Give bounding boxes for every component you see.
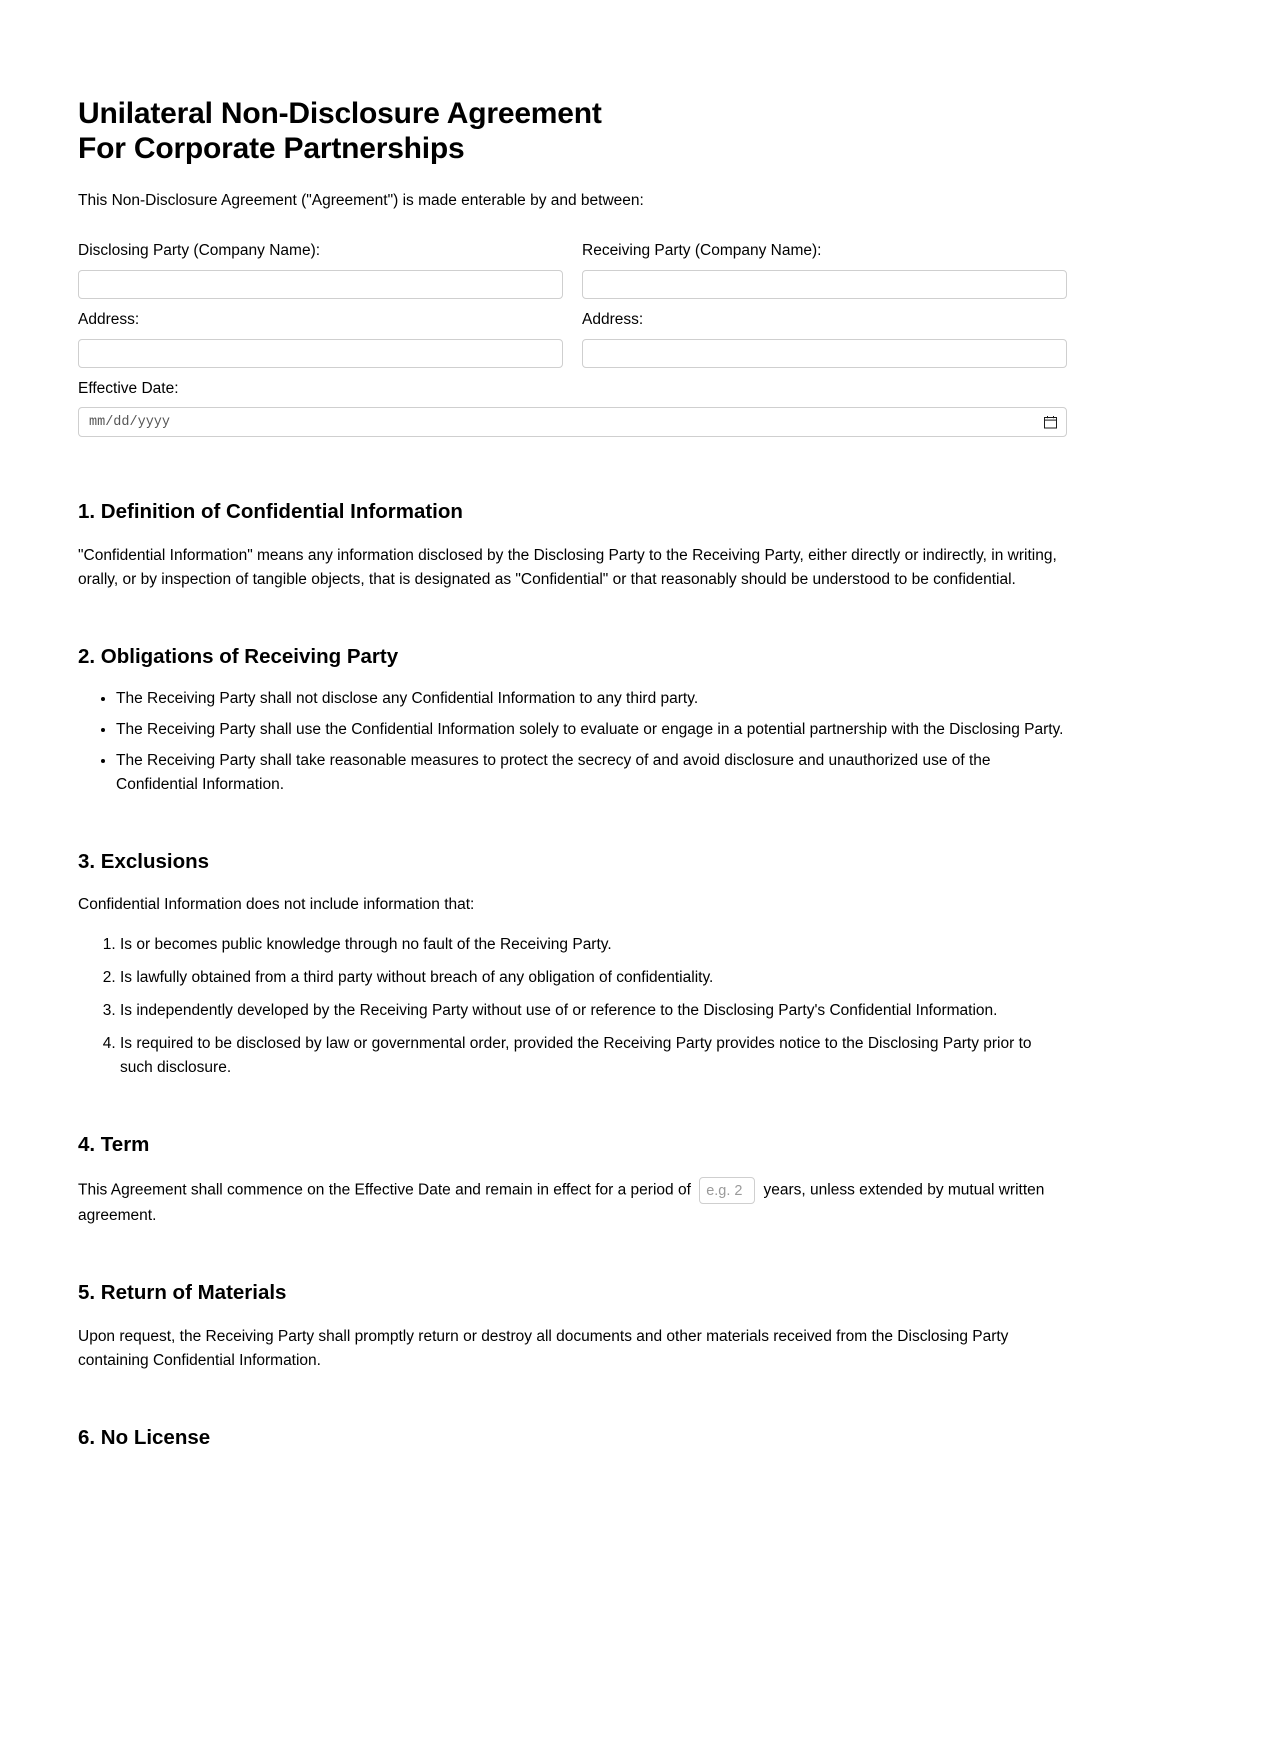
page-title-line-1: Unilateral Non-Disclosure Agreement xyxy=(78,97,602,130)
section-exclusions xyxy=(78,849,1067,1081)
section-2-heading: 2. Obligations of Receiving Party xyxy=(78,644,399,668)
effective-date-input[interactable] xyxy=(78,407,1067,437)
section-definition xyxy=(78,499,1067,592)
receiving-party-group xyxy=(582,230,1067,299)
disclosing-party-label: Disclosing Party (Company Name): xyxy=(78,242,321,260)
list-item: • The Receiving Party shall use the Confidential Information solely to evaluate or engage in a potential partnership with the Disclosing Party. xyxy=(116,718,1067,742)
obligations-list xyxy=(78,687,1067,797)
receiving-address-input[interactable] xyxy=(582,339,1067,368)
effective-date-label: Effective Date: xyxy=(78,379,179,397)
page-title-line-2: For Corporate Partnerships xyxy=(78,132,465,166)
term-text-after: years, unless extended by mutual written agreement. xyxy=(78,1181,1045,1225)
receiving-address-label: Address: xyxy=(582,310,644,328)
disclosing-address-group xyxy=(78,299,563,368)
section-return-of-materials xyxy=(78,1280,1067,1373)
effective-date-group xyxy=(78,368,1067,438)
receiving-address-group xyxy=(582,299,1067,368)
receiving-party-input[interactable] xyxy=(582,270,1067,299)
intro-paragraph: This Non-Disclosure Agreement ("Agreement") is made enterable by and between: xyxy=(78,191,644,209)
section-5-heading: 5. Return of Materials xyxy=(78,1281,287,1305)
list-item: • The Receiving Party shall not disclose any Confidential Information to any third party. xyxy=(116,687,1067,711)
list-item: 4. Is required to be disclosed by law or governmental order, provided the Receiving Party provides notice to the Disclosing Party prior to such disclosure. xyxy=(120,1032,1067,1080)
term-text-before: This Agreement shall commence on the Effective Date and remain in effect for a period of xyxy=(78,1181,691,1199)
list-item: 3. Is independently developed by the Receiving Party without use of or reference to the Disclosing Party's Confidential Information. xyxy=(120,999,1067,1023)
section-1-heading: 1. Definition of Confidential Information xyxy=(78,500,463,524)
disclosing-address-input[interactable] xyxy=(78,339,563,368)
section-4-heading: 4. Term xyxy=(78,1133,150,1157)
exclusions-list xyxy=(78,933,1067,1080)
disclosing-party-input[interactable] xyxy=(78,270,563,299)
parties-form xyxy=(78,230,1067,437)
section-6-heading: 6. No License xyxy=(78,1425,211,1449)
section-obligations xyxy=(78,644,1067,797)
section-term xyxy=(78,1132,1067,1228)
section-5-body: Upon request, the Receiving Party shall promptly return or destroy all documents and other materials received from the Disclosing Party containing Confidential Information. xyxy=(78,1327,1009,1369)
list-item: 1. Is or becomes public knowledge through no fault of the Receiving Party. xyxy=(120,933,1067,957)
list-item: 2. Is lawfully obtained from a third party without breach of any obligation of confidentiality. xyxy=(120,966,1067,990)
receiving-party-label: Receiving Party (Company Name): xyxy=(582,242,822,260)
page-title xyxy=(78,96,1067,167)
disclosing-party-group xyxy=(78,230,563,299)
effective-date-wrapper xyxy=(78,407,1067,437)
disclosing-address-label: Address: xyxy=(78,310,140,328)
section-4-body xyxy=(78,1177,1067,1228)
section-1-body: "Confidential Information" means any information disclosed by the Disclosing Party to the Receiving Party, either directly or indirectly, in writing, orally, or by inspection of tangible objects, that is designated as "Confidential" or that reasonably should be understood to be confidential. xyxy=(78,546,1057,588)
section-no-license xyxy=(78,1425,1067,1449)
term-years-input[interactable] xyxy=(699,1177,755,1204)
section-3-intro: Confidential Information does not include information that: xyxy=(78,896,475,914)
calendar-icon[interactable] xyxy=(1044,416,1057,429)
list-item: • The Receiving Party shall take reasonable measures to protect the secrecy of and avoid disclosure and unauthorized use of the Confidential Information. xyxy=(116,749,1067,797)
section-3-heading: 3. Exclusions xyxy=(78,849,210,873)
